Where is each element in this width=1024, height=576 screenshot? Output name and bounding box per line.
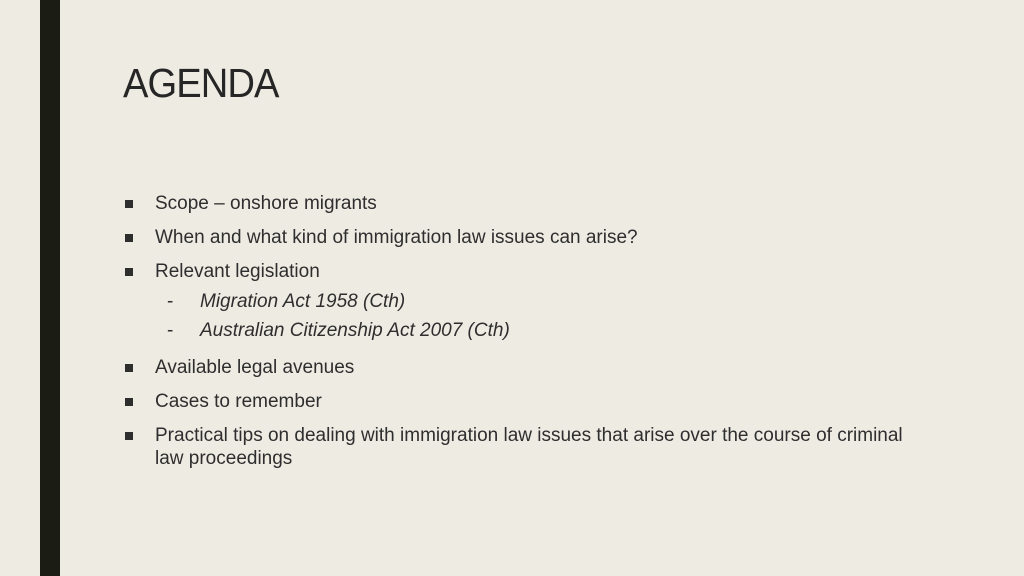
agenda-item-issues — [123, 226, 903, 249]
agenda-item-text: When and what kind of immigration law issues can arise? — [155, 227, 638, 248]
dash-marker: - — [167, 320, 174, 341]
agenda-item-text: Practical tips on dealing with immigration law issues that arise over the course of criminal law proceedings — [155, 425, 903, 469]
agenda-item-practical-tips — [123, 424, 903, 470]
agenda-item-text: Relevant legislation — [155, 261, 320, 282]
square-bullet-icon — [125, 200, 133, 208]
square-bullet-icon — [125, 364, 133, 372]
agenda-item-text: Available legal avenues — [155, 357, 355, 378]
agenda-item-text: Scope – onshore migrants — [155, 193, 377, 214]
agenda-list — [123, 192, 903, 481]
square-bullet-icon — [125, 234, 133, 242]
legislation-sub-list — [155, 287, 903, 345]
square-bullet-icon — [125, 398, 133, 406]
agenda-item-scope — [123, 192, 903, 215]
dash-marker: - — [167, 291, 174, 312]
agenda-item-cases — [123, 390, 903, 413]
square-bullet-icon — [125, 432, 133, 440]
square-bullet-icon — [125, 268, 133, 276]
sub-item-migration-act — [155, 287, 903, 316]
sub-item-text: Migration Act 1958 (Cth) — [200, 291, 406, 312]
agenda-item-text: Cases to remember — [155, 391, 322, 412]
slide-title: AGENDA — [123, 60, 279, 106]
agenda-item-legal-avenues — [123, 356, 903, 379]
agenda-item-legislation — [123, 260, 903, 345]
sub-item-text: Australian Citizenship Act 2007 (Cth) — [200, 320, 510, 341]
left-accent-bar — [40, 0, 60, 576]
sub-item-citizenship-act — [155, 316, 903, 345]
